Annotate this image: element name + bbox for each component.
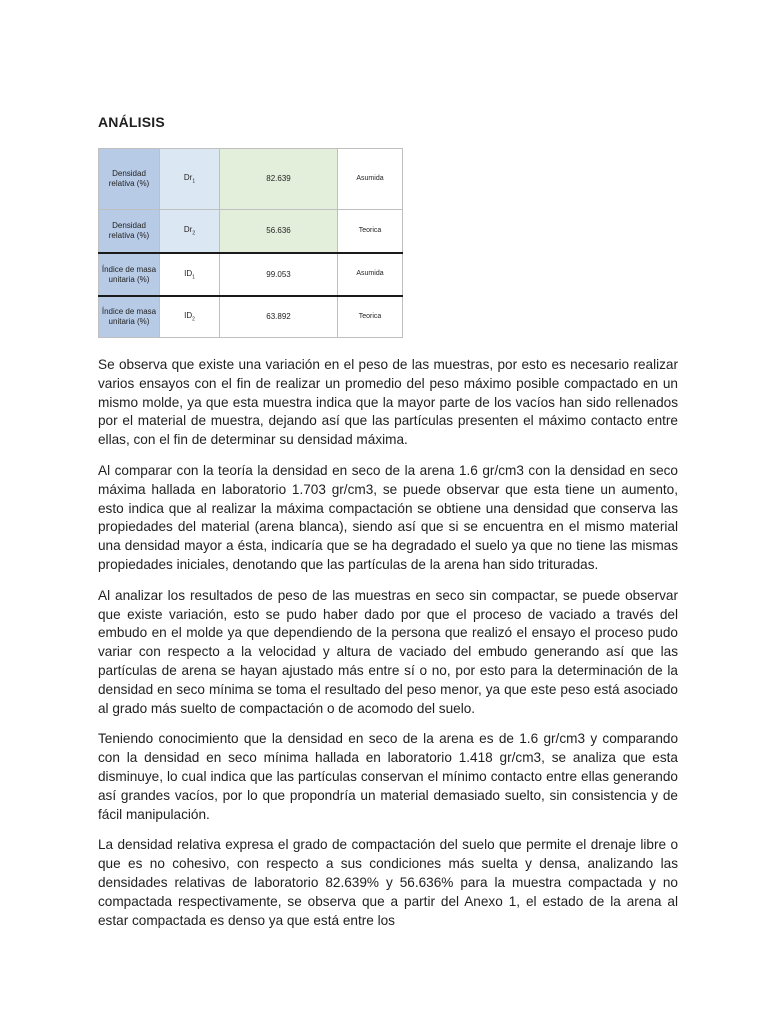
symbol-cell [160,253,220,296]
results-table [98,148,403,338]
symbol-cell [160,296,220,338]
paragraph: La densidad relativa expresa el grado de compactación del suelo que permite el drenaje libre o que es no cohesivo, con respecto a sus condiciones más suelta y densa, analizando las densidades relativas de laboratorio 82.639% y 56.636% para la muestra compactada y no compactada respectivamente, se observa que a partir del Anexo 1, el estado de la arena al estar compactada es denso ya que está entre los [98,837,678,928]
parameter-cell: Densidad relativa (%) [99,210,160,254]
analysis-body [98,356,678,942]
paragraph: Al comparar con la teoría la densidad en seco de la arena 1.6 gr/cm3 con la densidad en seco máxima hallada en laboratorio 1.703 gr/cm3, se puede observar que esta tiene un aumento, esto indica que al realizar la máxima compactación se obtiene una densidad que conserva las propiedades del material (arena blanca), siendo así que si se encuentra en el mismo material una densidad mayor a ésta, indicaría que se ha degradado el suelo ya que no tiene las mismas propiedades iniciales, denotando que las partículas de la arena han sido trituradas. [98,462,678,572]
symbol-text: ID [184,311,193,321]
value-cell: 63.892 [220,296,338,338]
value-cell: 56.636 [220,210,338,254]
table-row [99,149,403,210]
paragraph: Se observa que existe una variación en el peso de las muestras, por esto es necesario realizar varios ensayos con el fin de realizar un promedio del peso máximo posible compactado en un mismo molde, ya que esta muestra indica que la mayor parte de los vacíos han sido rellenados por el material de muestra, dejando así que las partículas presenten el máximo contacto entre ellas, con el fin de determinar su densidad máxima. [98,357,678,448]
symbol-subscript: 2 [192,316,195,323]
symbol-subscript: 1 [192,178,196,185]
symbol-text: ID [184,268,193,278]
parameter-cell: Índice de masa unitaria (%) [99,296,160,338]
value-cell: 82.639 [220,149,338,210]
paragraph: Al analizar los resultados de peso de las muestras en seco sin compactar, se puede observar que existe variación, esto se pudo haber dado por que el proceso de vaciado a través del embudo en el molde ya que dependiendo de la persona que realizó el ensayo el proceso pudo variar con respecto a la velocidad y altura de vaciado del embudo generando así que las partículas de arena se hayan ajustado más entre sí o no, por esto para la determinación de la densidad en seco mínima se toma el resultado del peso menor, ya que este peso está asociado al grado más suelto de compactación o de acomodo del suelo. [98,587,678,716]
symbol-text: Dr [183,173,193,183]
symbol-text: Dr [183,225,193,235]
table-row [99,210,403,254]
type-cell: Asumida [338,253,403,296]
paragraph: Teniendo conocimiento que la densidad en seco de la arena es de 1.6 gr/cm3 y comparando con la densidad en seco mínima hallada en laboratorio 1.418 gr/cm3, se analiza que esta disminuye, lo cual indica que las partículas conservan el mínimo contacto entre ellas generando así grandes vacíos, por lo que propondría un material demasiado suelto, sin consistencia y de fácil manipulación. [98,731,678,822]
type-cell: Teorica [338,296,403,338]
type-cell: Asumida [338,149,403,210]
value-cell: 99.053 [220,253,338,296]
symbol-subscript: 2 [192,230,196,237]
type-cell: Teorica [338,210,403,254]
table-row [99,253,403,296]
symbol-subscript: 1 [192,274,195,281]
table-row [99,296,403,338]
parameter-cell: Índice de masa unitaria (%) [99,253,160,296]
parameter-cell: Densidad relativa (%) [99,149,160,210]
section-heading: ANÁLISIS [98,114,165,130]
symbol-cell [160,210,220,254]
symbol-cell [160,149,220,210]
